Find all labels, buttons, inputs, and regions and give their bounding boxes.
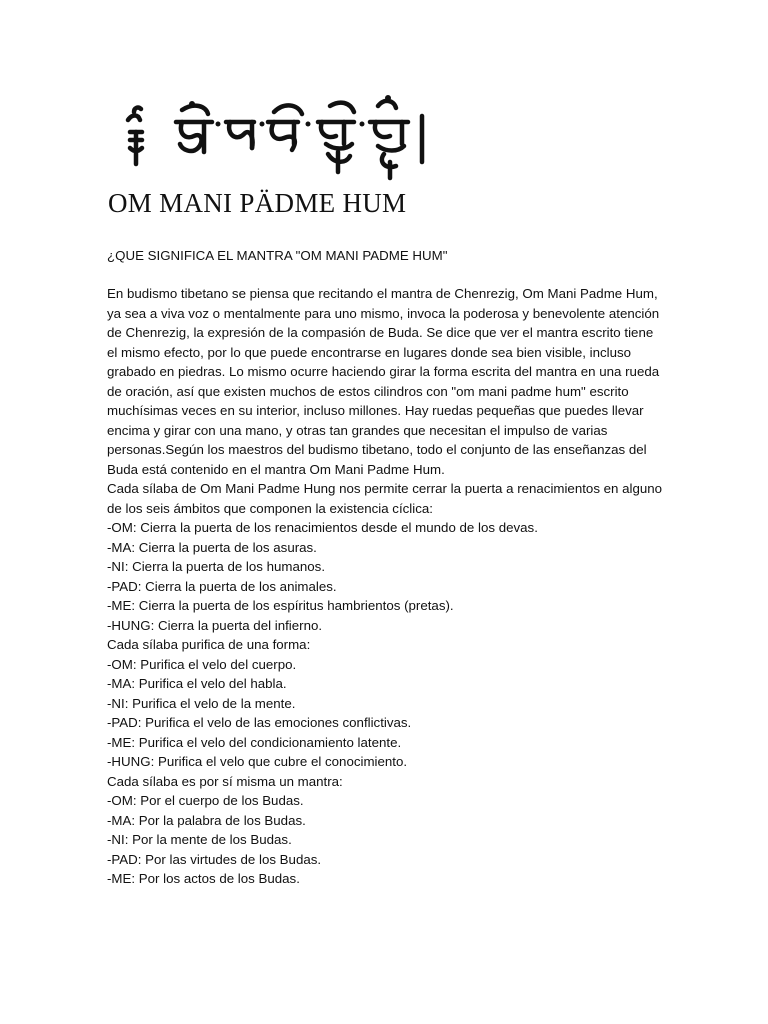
text-line: de oración, así que existen muchos de estos cilindros con "om mani padme hum" escrito (107, 383, 629, 399)
document-body (107, 284, 667, 889)
text-line: ya sea a viva voz o mentalmente para uno mismo, invoca la poderosa y benevolente atención (107, 305, 660, 321)
text-line: el mismo efecto, por lo que puede encontrarse en lugares donde sea bien visible, incluso (107, 344, 632, 360)
text-line: -NI: Cierra la puerta de los humanos. (107, 559, 326, 574)
text-line: -MA: Purifica el velo del habla. (107, 676, 287, 691)
text-line: -ME: Por los actos de los Budas. (107, 871, 300, 886)
text-line: Cada sílaba es por sí misma un mantra: (107, 773, 343, 789)
text-line: -HUNG: Cierra la puerta del infierno. (107, 617, 323, 633)
text-line: -NI: Purifica el velo de la mente. (107, 695, 296, 711)
text-line: -HUNG: Purifica el velo que cubre el conocimiento. (107, 754, 408, 769)
text-line: encima y girar con una mano, y otras tan grandes que necesitan el impulso de varias (107, 422, 608, 438)
text-line: -PAD: Purifica el velo de las emociones conflictivas. (107, 715, 412, 730)
text-line: -ME: Purifica el velo del condicionamiento latente. (107, 734, 402, 750)
mantra-caption: OM MANI PÄDME HUM (108, 188, 407, 218)
text-line: -ME: Cierra la puerta de los espíritus hambrientos (pretas). (107, 598, 454, 613)
text-line: -NI: Por la mente de los Budas. (107, 832, 292, 847)
text-line: muchísimas veces en su interior, incluso millones. Hay ruedas pequeñas que puedes llevar (107, 403, 644, 418)
text-line: -PAD: Cierra la puerta de los animales. (107, 578, 337, 594)
text-line: -OM: Purifica el velo del cuerpo. (107, 656, 297, 672)
text-line: -PAD: Por las virtudes de los Budas. (107, 851, 322, 867)
text-line: grabado en piedras. Lo mismo ocurre haciendo girar la forma escrita del mantra en una rueda (107, 364, 660, 379)
text-line: -MA: Por la palabra de los Budas. (107, 812, 306, 828)
text-line: -OM: Por el cuerpo de los Budas. (107, 793, 304, 808)
text-line: Cada sílaba de Om Mani Padme Hung nos permite cerrar la puerta a renacimientos en alguno (107, 481, 663, 496)
text-line: de los seis ámbitos que componen la existencia cíclica: (107, 500, 433, 516)
text-line: Cada sílaba purifica de una forma: (107, 637, 311, 652)
text-line: -MA: Cierra la puerta de los asuras. (107, 539, 317, 555)
document-heading: ¿QUE SIGNIFICA EL MANTRA "OM MANI PADME HUM" (107, 248, 448, 263)
text-line: -OM: Cierra la puerta de los renacimientos desde el mundo de los devas. (107, 520, 538, 535)
text-line: de Chenrezig, la expresión de la compasión de Buda. Se dice que ver el mantra escrito tiene (107, 325, 654, 340)
text-line: personas.Según los maestros del budismo tibetano, todo el conjunto de las enseñanzas del (107, 442, 647, 457)
text-line: Buda está contenido en el mantra Om Mani Padme Hum. (107, 461, 445, 477)
text-line: En budismo tibetano se piensa que recitando el mantra de Chenrezig, Om Mani Padme Hum, (107, 286, 658, 301)
